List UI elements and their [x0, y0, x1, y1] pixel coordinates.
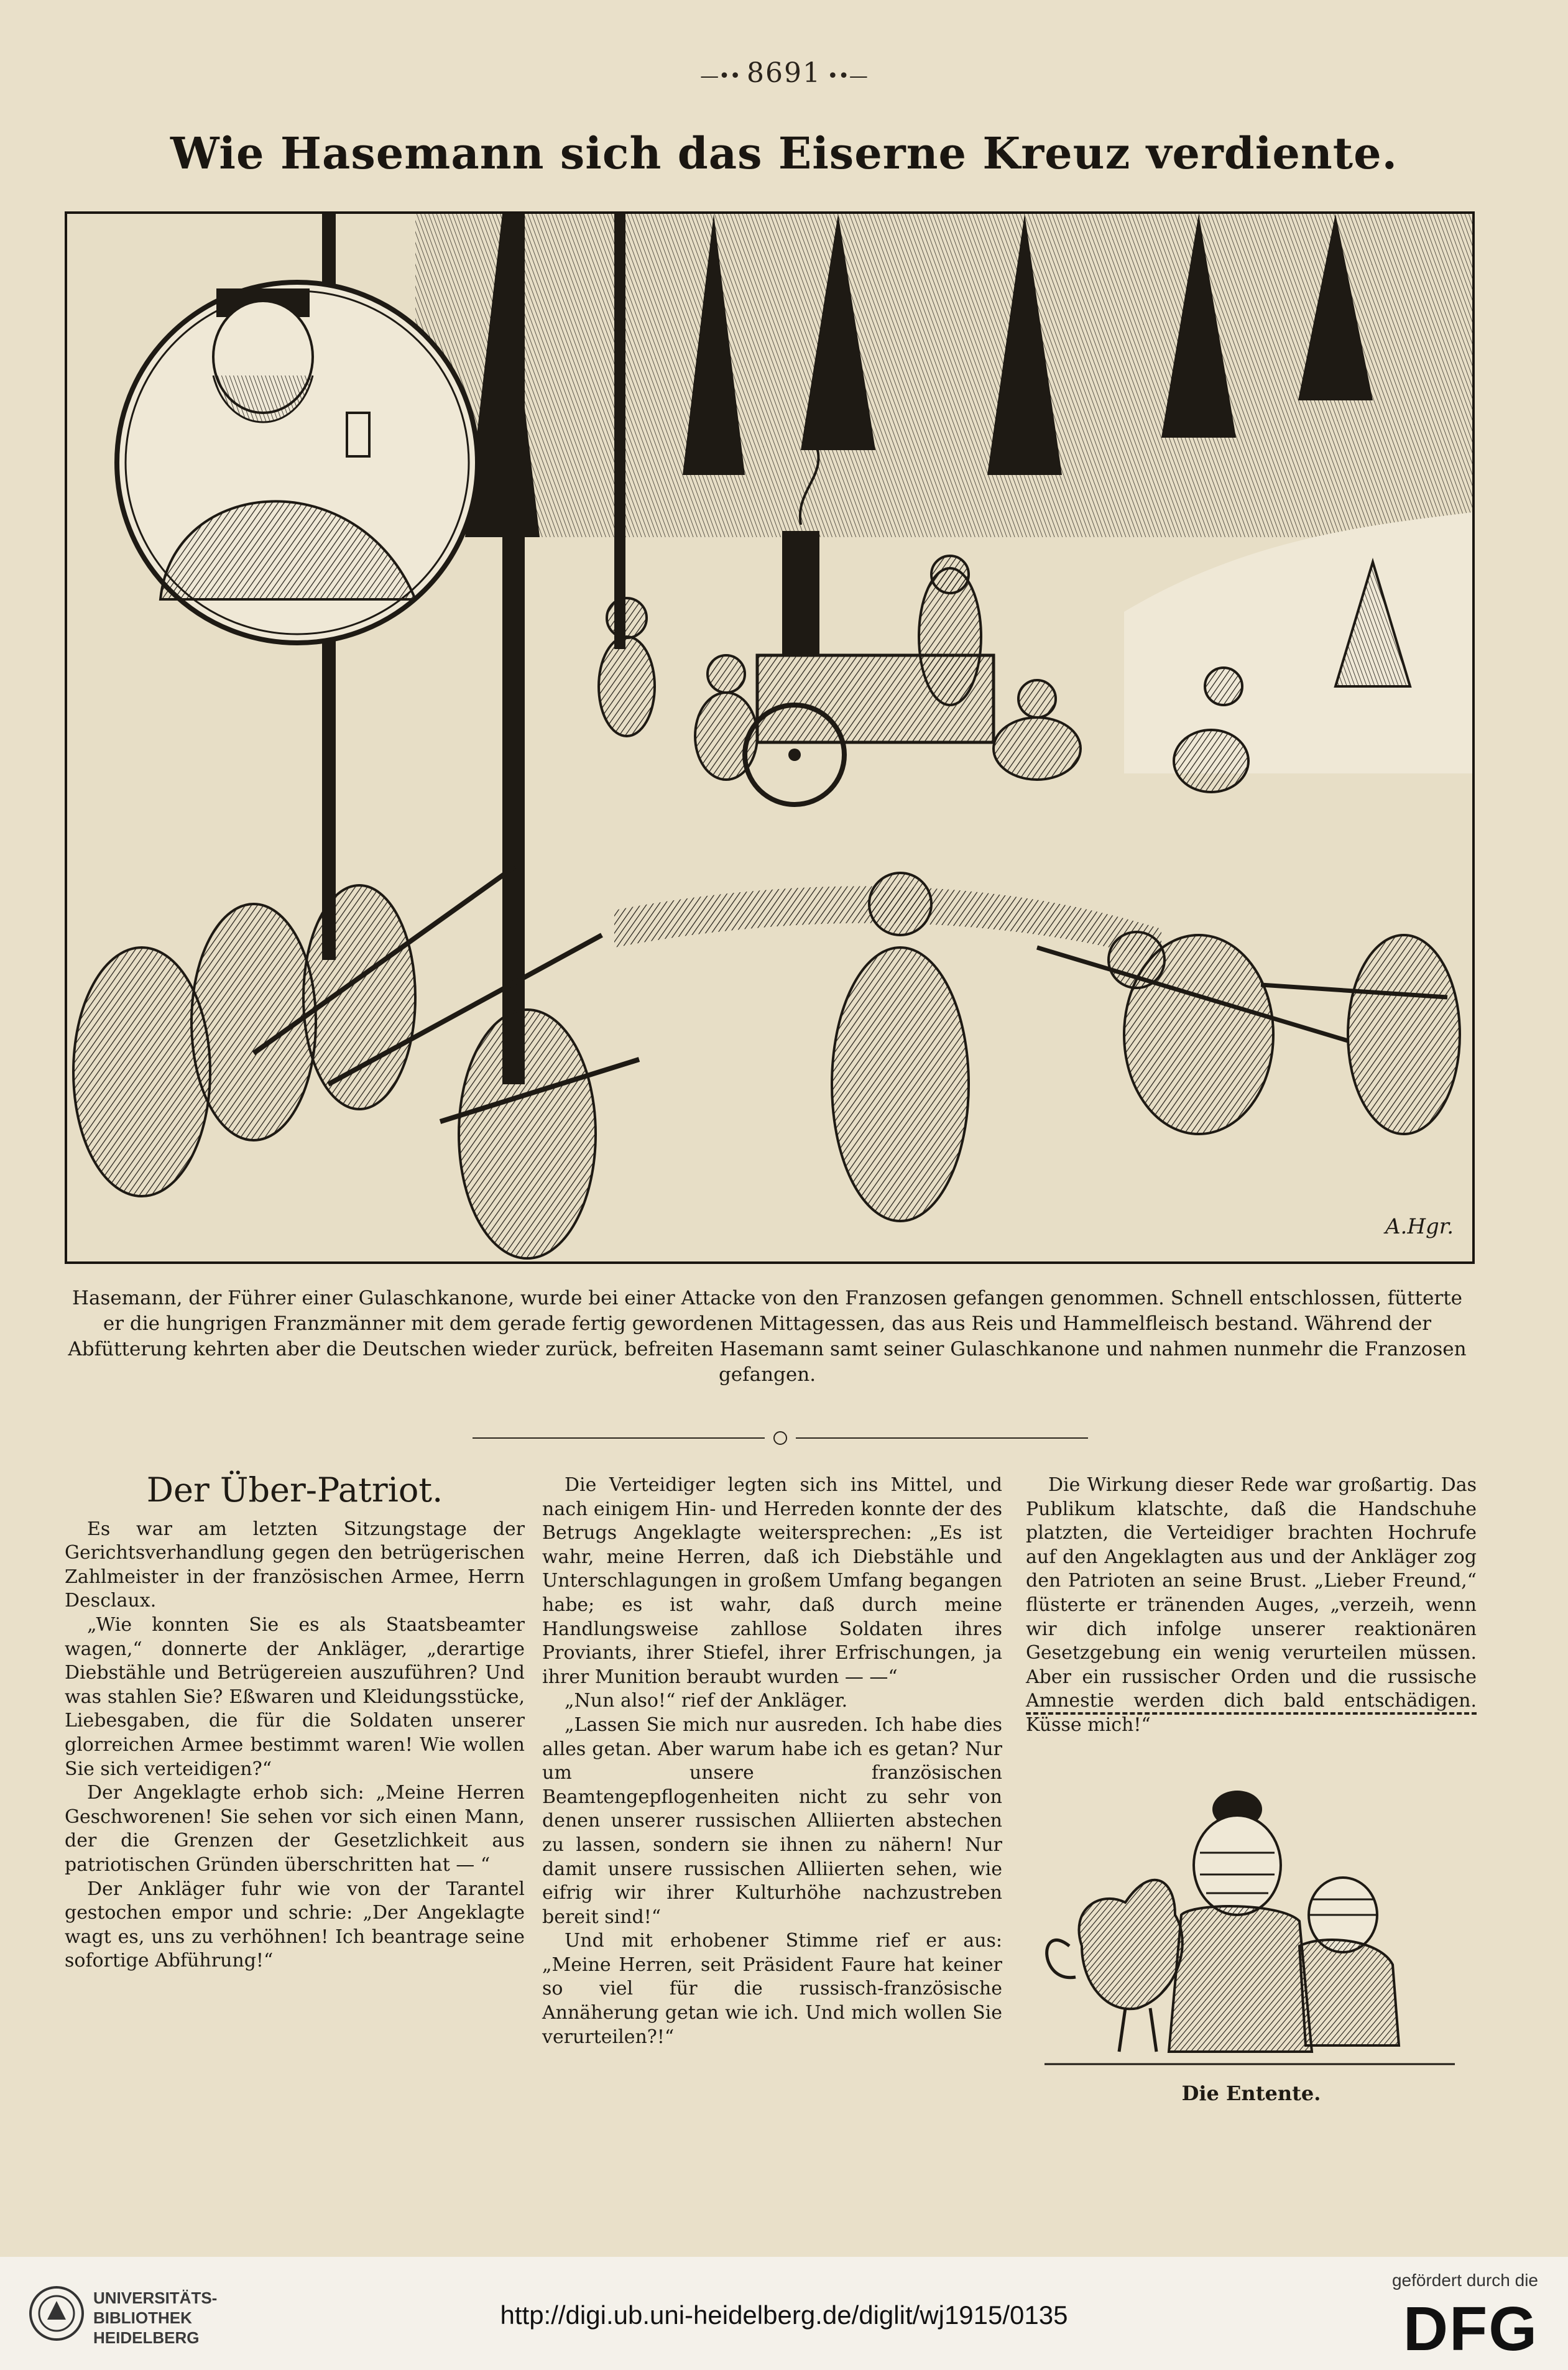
article-paragraph: Die Verteidiger legten sich ins Mittel, und nach einigem Hin- und Herreden konnte der des Betrugs Angeklagte weitersprechen: „Es ist wahr, meine Herren, daß ich Diebstähle und Unterschlagungen in großem Umfang begangen habe; es ist wahr, daß durch meine Handlungsweise zahllose Soldaten ihres Proviants, ihrer Stiefel, ihrer Erfrischungen, ja ihrer Munition beraubt wurden — —“ [542, 1474, 1002, 1688]
headline: Wie Hasemann sich das Eiserne Kreuz verdiente. [170, 127, 1398, 179]
article-paragraph: „Wie konnten Sie es als Staatsbeamter wagen,“ donnerte der Ankläger, „derartige Diebstähle und Betrügereien auszuführen? Und was stahlen Sie? Eßwaren und Kleidungsstücke, Liebesgaben, die für die Soldaten unserer glorreichen Armee bestimmt waren! Wie wollen Sie sich verteidigen?“ [65, 1613, 525, 1780]
entente-drawing [1032, 1759, 1470, 2095]
institution-name: UNIVERSITÄTS- BIBLIOTHEK HEIDELBERG [93, 2289, 218, 2347]
entente-cartoon [1032, 1759, 1470, 2095]
digitization-footer [0, 2257, 1568, 2370]
article-paragraph: Der Ankläger fuhr wie von der Tarantel gestochen empor und schrie: „Der Angeklagte wagt es, uns zu verhöhnen! Ich beantrage seine sofortige Abführung!“ [65, 1878, 525, 1972]
artist-signature: A.Hgr. [1385, 1214, 1454, 1239]
sponsor-label: gefördert durch die [1391, 2271, 1538, 2290]
separator-ornament [773, 1431, 787, 1445]
dfg-logo: DFG [1403, 2294, 1538, 2364]
article-paragraph: „Lassen Sie mich nur ausreden. Ich habe dies alles getan. Aber warum habe ich es getan? Nur um unsere französischen Beamtengepflogenheiten nicht zu sehr von denen unserer russischen Alliierten abstechen zu lassen, sondern sie ihnen zu nähern! Nur damit unsere russischen Alliierten sehen, wie eifrig wir ihrer Kulturhöhe nachzustreben bereit sind!“ [542, 1713, 1002, 1928]
article-paragraph: Die Wirkung dieser Rede war großartig. Das Publikum klatschte, daß die Handschuhe platzten, die Verteidiger brachten Hochrufe auf den Angeklagten aus und der Ankläger zog den Patrioten an seine Brust. „Lieber Freund,“ flüsterte er tränenden Auges, „verzeih, wenn wir dich infolge unserer reaktionären Gesetzgebung ein wenig verurteilen müssen. Aber ein russischer Orden und die russische Amnestie werden dich bald entschädigen. Küsse mich!“ [1026, 1474, 1477, 1736]
illustration-caption: Hasemann, der Führer einer Gulaschkanone, wurde bei einer Attacke von den Franzosen gefangen genommen. Schnell entschlossen, fütterte er die hungrigen Franzmänner mit dem gerade fertig gewordenen Mittagessen, das aus Reis und Hammelfleisch bestand. Während der Abfütterung kehrten aber die Deutschen wieder zurück, befreiten Hasemann samt seiner Gulaschkanone und nahmen nunmehr die Franzosen gefangen. [68, 1287, 1467, 1386]
dashed-divider [1026, 1712, 1477, 1715]
separator-right [796, 1437, 1088, 1439]
page-number-text: 8691 [747, 57, 821, 89]
article-column-2 [542, 1473, 1002, 2049]
article-column-3 [1026, 1473, 1477, 1738]
main-illustration [65, 211, 1475, 1264]
separator-left [473, 1437, 765, 1439]
entente-caption: Die Entente. [1181, 2082, 1321, 2105]
source-url-link[interactable]: http://digi.ub.uni-heidelberg.de/diglit/wj1915/0135 [500, 2300, 1068, 2330]
hasemann-portrait-medallion [117, 282, 477, 643]
article-paragraph: Der Angeklagte erhob sich: „Meine Herren Geschworenen! Sie sehen vor sich einen Mann, der die Grenzen der Gesetzlichkeit aus patriotischen Gründen überschritten hat — “ [65, 1782, 525, 1876]
article-paragraph: Und mit erhobener Stimme rief er aus: „Meine Herren, seit Präsident Faure hat keiner so viel für die russisch-französische Annäherung getan wie ich. Und mich wollen Sie verurteilen?!“ [542, 1930, 1002, 2048]
article-paragraph: Es war am letzten Sitzungstage der Gerichtsverhandlung gegen den betrügerischen Zahlmeister in der französischen Armee, Herrn Desclaux. [65, 1518, 525, 1612]
article-paragraph: „Nun also!“ rief der Ankläger. [565, 1690, 848, 1712]
article-column-1 [65, 1470, 525, 1973]
forest-battle-drawing [67, 214, 1472, 1261]
article-title: Der Über-Patriot. [146, 1470, 443, 1510]
page-number: —•• 8691 ••— [700, 57, 868, 89]
